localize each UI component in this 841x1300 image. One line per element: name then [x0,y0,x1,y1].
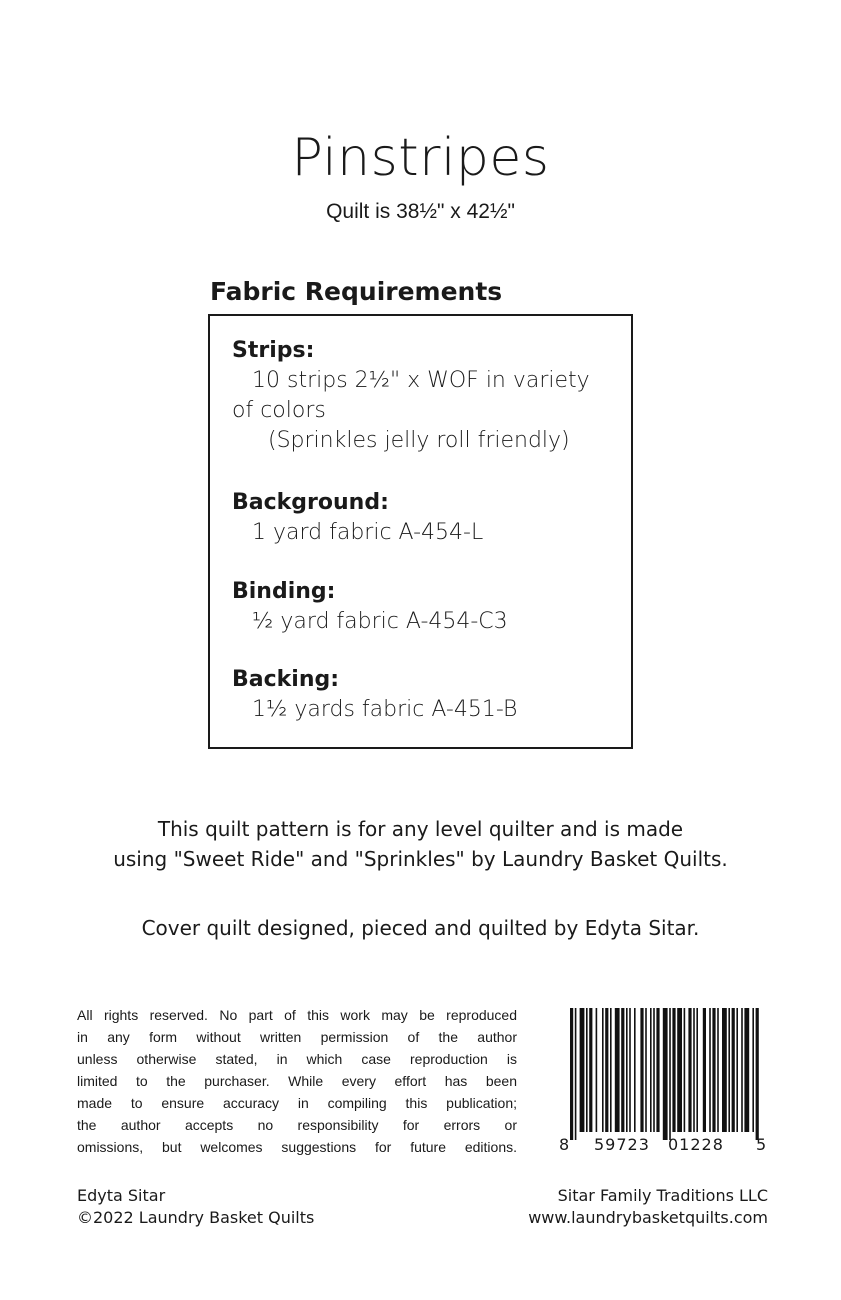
barcode-bar [656,1008,659,1132]
backing-label: Backing: [232,667,340,692]
fabric-requirements-heading: Fabric Requirements [210,277,503,306]
barcode-bar [744,1008,749,1132]
barcode-bar [712,1008,715,1132]
rights-line: the author accepts no responsibility for errors or [77,1117,517,1133]
fabric-requirements-box [208,314,633,749]
footer-company: Sitar Family Traditions LLC [557,1186,768,1205]
barcode-bar [629,1008,631,1132]
footer-author: Edyta Sitar [77,1186,166,1205]
barcode-bar [645,1008,647,1132]
barcode-bar [605,1008,608,1132]
background-line: 1 yard fabric A-454-L [252,520,484,545]
description-line-1: This quilt pattern is for any level quilter and is made [157,817,684,841]
strips-line-2: of colors [232,398,326,423]
footer-website: www.laundrybasketquilts.com [528,1208,768,1227]
barcode-bar [653,1008,655,1132]
barcode-bar [696,1008,698,1132]
barcode-digits-right: 01228 [668,1135,724,1154]
barcode-digits-left: 59723 [594,1135,650,1154]
footer-copyright: ©2022 Laundry Basket Quilts [77,1208,315,1227]
barcode [556,1004,768,1154]
page-title: Pinstripes [291,128,550,188]
barcode-bar [570,1008,573,1140]
barcode-bar [741,1008,743,1132]
barcode-bar [672,1008,675,1132]
barcode-bar [640,1008,643,1132]
barcode-bar [621,1008,624,1132]
barcode-bar [580,1008,585,1132]
description-line-2: using "Sweet Ride" and "Sprinkles" by Laundry Basket Quilts. [113,847,728,871]
barcode-digit-check: 5 [756,1135,767,1154]
barcode-bars [570,1008,759,1140]
rights-line: unless otherwise stated, in which case reproduction is [77,1051,517,1067]
barcode-bar [589,1008,592,1132]
rights-notice [77,1004,517,1158]
binding-label: Binding: [232,579,336,604]
barcode-bar [669,1008,671,1140]
barcode-bar [677,1008,682,1132]
barcode-bar [634,1008,636,1132]
barcode-bar [650,1008,652,1132]
barcode-bar [602,1008,604,1132]
quilt-size: Quilt is 38½" x 42½" [326,200,515,223]
barcode-bar [752,1008,754,1132]
barcode-bar [709,1008,711,1132]
barcode-bar [717,1008,719,1132]
barcode-bar [693,1008,695,1132]
barcode-bar [615,1008,620,1132]
rights-line: in any form without written permission of the author [77,1029,517,1045]
backing-line: 1½ yards fabric A-451-B [252,697,518,722]
strips-line-1: 10 strips 2½" x WOF in variety [252,368,590,393]
background-label: Background: [232,490,389,515]
barcode-bar [732,1008,735,1132]
rights-line: limited to the purchaser. While every effort has been [77,1073,517,1089]
rights-line: made to ensure accuracy in compiling this publication; [77,1095,517,1111]
strips-label: Strips: [232,338,315,363]
binding-line: ½ yard fabric A-454-C3 [252,609,508,634]
barcode-bar [722,1008,727,1132]
barcode-bar [736,1008,738,1132]
barcode-bar [756,1008,759,1140]
strips-line-3: (Sprinkles jelly roll friendly) [268,428,570,453]
barcode-bar [728,1008,730,1132]
barcode-bar [586,1008,588,1132]
barcode-bar [684,1008,686,1132]
barcode-bar [663,1008,668,1140]
barcode-bar [688,1008,691,1132]
barcode-bar [575,1008,577,1140]
barcode-bar [596,1008,598,1132]
rights-line: omissions, but welcomes suggestions for future editions. [77,1139,517,1155]
rights-line: All rights reserved. No part of this work may be reproduced [77,1007,517,1023]
barcode-bar [610,1008,612,1132]
credit-line: Cover quilt designed, pieced and quilted by Edyta Sitar. [141,916,700,940]
barcode-bar [703,1008,706,1132]
barcode-bar [626,1008,628,1132]
barcode-digit-lead: 8 [559,1135,570,1154]
